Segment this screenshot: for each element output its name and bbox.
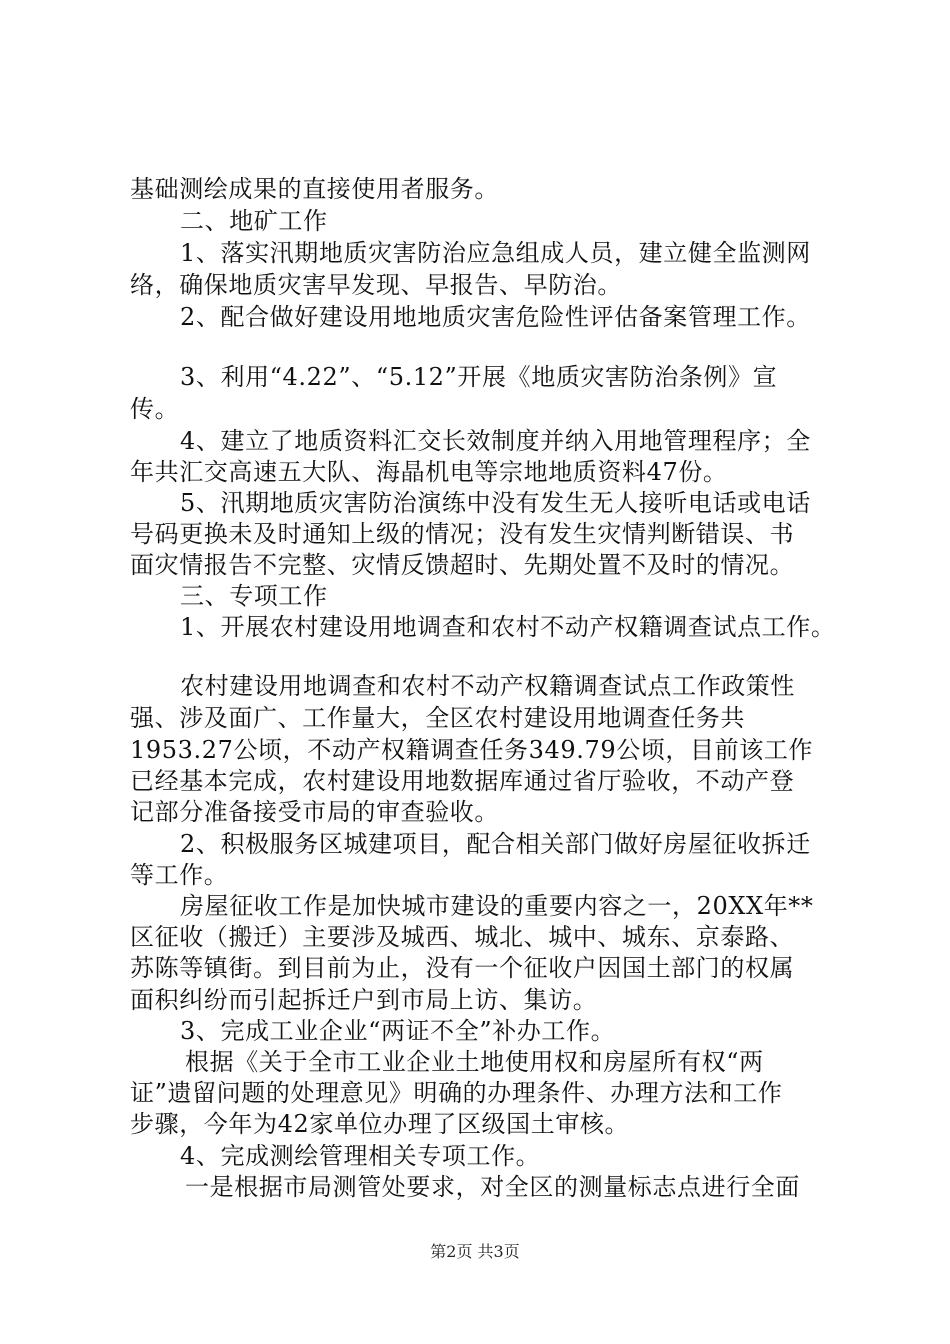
text-line: 2、配合做好建设用地地质灾害危险性评估备案管理工作。 [180,303,811,331]
text-line: 号码更换未及时通知上级的情况；没有发生灾情判断错误、书 [130,520,795,548]
text-line: 4、建立了地质资料汇交长效制度并纳入用地管理程序；全 [180,427,811,455]
text-line: 面灾情报告不完整、灾情反馈超时、先期处置不及时的情况。 [130,551,795,579]
text-line: 络，确保地质灾害早发现、早报告、早防治。 [130,271,622,299]
text-line: 年共汇交高速五大队、海晶机电等宗地地质资料47份。 [130,458,728,486]
text-line: 3、完成工业企业“两证不全”补办工作。 [180,1017,616,1045]
text-line: 4、完成测绘管理相关专项工作。 [180,1142,541,1170]
page-number-footer: 第2页 共3页 [430,1242,520,1261]
text-line: 5、汛期地质灾害防治演练中没有发生无人接听电话或电话 [180,489,811,517]
text-line: 证”遗留问题的处理意见》明确的办理条件、办理方法和工作 [130,1079,783,1107]
text-line: 基础测绘成果的直接使用者服务。 [130,175,499,203]
text-line: 房屋征收工作是加快城市建设的重要内容之一，20XX年** [180,892,814,920]
text-line: 2、积极服务区城建项目，配合相关部门做好房屋征收拆迁 [180,830,811,858]
text-line: 区征收（搬迁）主要涉及城西、城北、城中、城东、京泰路、 [130,923,795,951]
text-line: 等工作。 [130,861,229,889]
text-line: 记部分准备接受市局的审查验收。 [130,798,499,826]
section-heading: 二、地矿工作 [180,207,328,235]
text-line: 农村建设用地调查和农村不动产权籍调查试点工作政策性 [180,672,795,700]
text-line: 根据《关于全市工业企业土地使用权和房屋所有权“两 [185,1048,764,1076]
text-line: 强、涉及面广、工作量大，全区农村建设用地调查任务共 [130,704,745,732]
text-line: 步骤，今年为42家单位办理了区级国土审核。 [130,1110,630,1138]
text-line: 1953.27公顷，不动产权籍调查任务349.79公顷，目前该工作 [130,736,814,764]
text-line: 1、开展农村建设用地调查和农村不动产权籍调查试点工作。 [180,613,836,641]
text-line: 传。 [130,395,180,423]
text-line: 苏陈等镇街。到目前为止，没有一个征收户因国土部门的权属 [130,954,795,982]
text-line: 1、落实汛期地质灾害防治应急组成人员，建立健全监测网 [180,239,811,267]
text-line: 已经基本完成，农村建设用地数据库通过省厅验收，不动产登 [130,767,795,795]
text-line: 一是根据市局测管处要求，对全区的测量标志点进行全面 [185,1173,800,1201]
text-line: 3、利用“4.22”、“5.12”开展《地质灾害防治条例》宣 [180,363,778,391]
text-line: 面积纠纷而引起拆迁户到市局上访、集访。 [130,986,598,1014]
section-heading: 三、专项工作 [180,582,328,610]
